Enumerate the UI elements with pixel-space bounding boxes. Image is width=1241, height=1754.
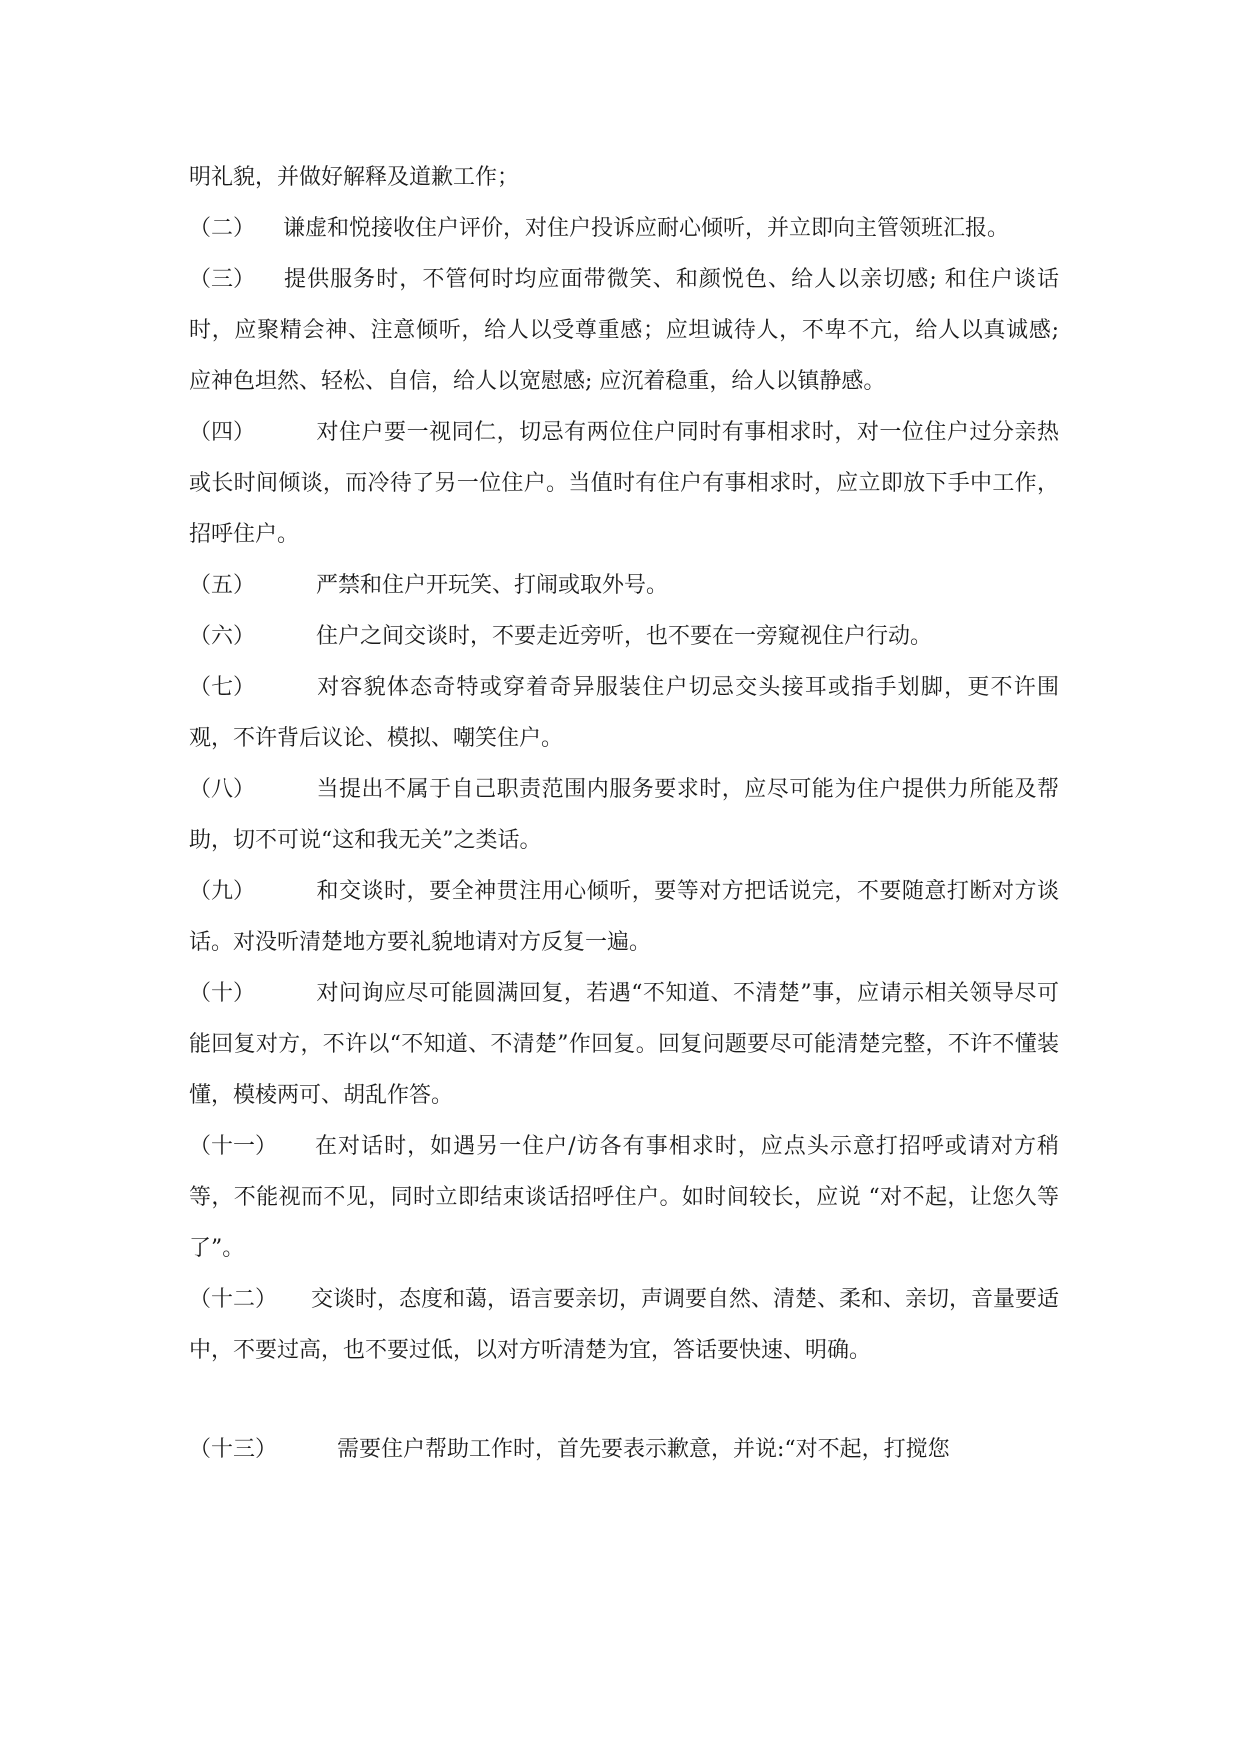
paragraph-text: 提供服务时，不管何时均应面带微笑、和颜悦色、给人以亲切感; 和住户谈话时，应聚精会神、注意倾听，给人以受尊重感；应坦诚待人，不卑不亢，给人以真诚感; 应神色坦然、轻松、自信，给人以宽慰感; 应沉着稳重，给人以镇静感。 — [189, 267, 1059, 394]
paragraph-3 — [189, 254, 1059, 407]
paragraph-5 — [189, 560, 1059, 611]
paragraph-11 — [189, 1121, 1059, 1274]
paragraph-number: （十） — [189, 981, 256, 1006]
paragraph-number: （二） — [189, 216, 256, 241]
paragraph-text: 当提出不属于自己职责范围内服务要求时，应尽可能为住户提供力所能及帮助，切不可说“这和我无关”之类话。 — [189, 777, 1059, 853]
paragraph-2 — [189, 203, 1059, 254]
paragraph-9 — [189, 866, 1059, 968]
paragraph-text: 对容貌体态奇特或穿着奇异服装住户切忌交头接耳或指手划脚，更不许围观，不许背后议论、模拟、嘲笑住户。 — [189, 675, 1059, 751]
paragraph-number: （十三） — [189, 1437, 278, 1462]
paragraph-10 — [189, 968, 1059, 1121]
paragraph-7 — [189, 662, 1059, 764]
paragraph-text: 对问询应尽可能圆满回复，若遇“不知道、不清楚”事，应请示相关领导尽可能回复对方，不许以“不知道、不清楚”作回复。回复问题要尽可能清楚完整，不许不懂装懂，模棱两可、胡乱作答。 — [189, 981, 1059, 1108]
paragraph-text: 谦虚和悦接收住户评价，对住户投诉应耐心倾听，并立即向主管领班汇报。 — [283, 216, 1010, 241]
paragraph-12 — [189, 1274, 1059, 1376]
paragraph-13 — [189, 1424, 1059, 1475]
document-body — [189, 152, 1059, 1475]
paragraph-number: （八） — [189, 777, 256, 802]
paragraph-number: （三） — [189, 267, 256, 292]
paragraph-6 — [189, 611, 1059, 662]
paragraph-4 — [189, 407, 1059, 560]
paragraph-number: （七） — [189, 675, 256, 700]
paragraph-8 — [189, 764, 1059, 866]
paragraph-text: 需要住户帮助工作时，首先要表示歉意，并说:“对不起，打搅您 — [337, 1437, 950, 1462]
paragraph-number: （六） — [189, 624, 256, 649]
paragraph-text: 和交谈时，要全神贯注用心倾听，要等对方把话说完，不要随意打断对方谈话。对没听清楚地方要礼貌地请对方反复一遍。 — [189, 879, 1059, 955]
paragraph-text: 对住户要一视同仁，切忌有两位住户同时有事相求时，对一位住户过分亲热或长时间倾谈，而冷待了另一位住户。当值时有住户有事相求时，应立即放下手中工作，招呼住户。 — [189, 420, 1059, 547]
paragraph-text: 在对话时，如遇另一住户/访各有事相求时，应点头示意打招呼或请对方稍等，不能视而不见，同时立即结束谈话招呼住户。如时间较长，应说 “对不起，让您久等了”。 — [189, 1134, 1059, 1261]
paragraph-text: 住户之间交谈时，不要走近旁听，也不要在一旁窥视住户行动。 — [316, 624, 933, 649]
paragraph-number: （十一） — [189, 1134, 278, 1159]
paragraph-continued — [189, 152, 1059, 203]
paragraph-number: （四） — [189, 420, 256, 445]
paragraph-text: 明礼貌，并做好解释及道歉工作； — [189, 165, 520, 190]
paragraph-text: 交谈时，态度和蔼，语言要亲切，声调要自然、清楚、柔和、亲切，音量要适中，不要过高，也不要过低，以对方听清楚为宜，答话要快速、明确。 — [189, 1287, 1060, 1363]
paragraph-number: （五） — [189, 573, 256, 598]
paragraph-text: 严禁和住户开玩笑、打闹或取外号。 — [316, 573, 669, 598]
paragraph-number: （九） — [189, 879, 256, 904]
paragraph-number: （十二） — [189, 1287, 278, 1312]
